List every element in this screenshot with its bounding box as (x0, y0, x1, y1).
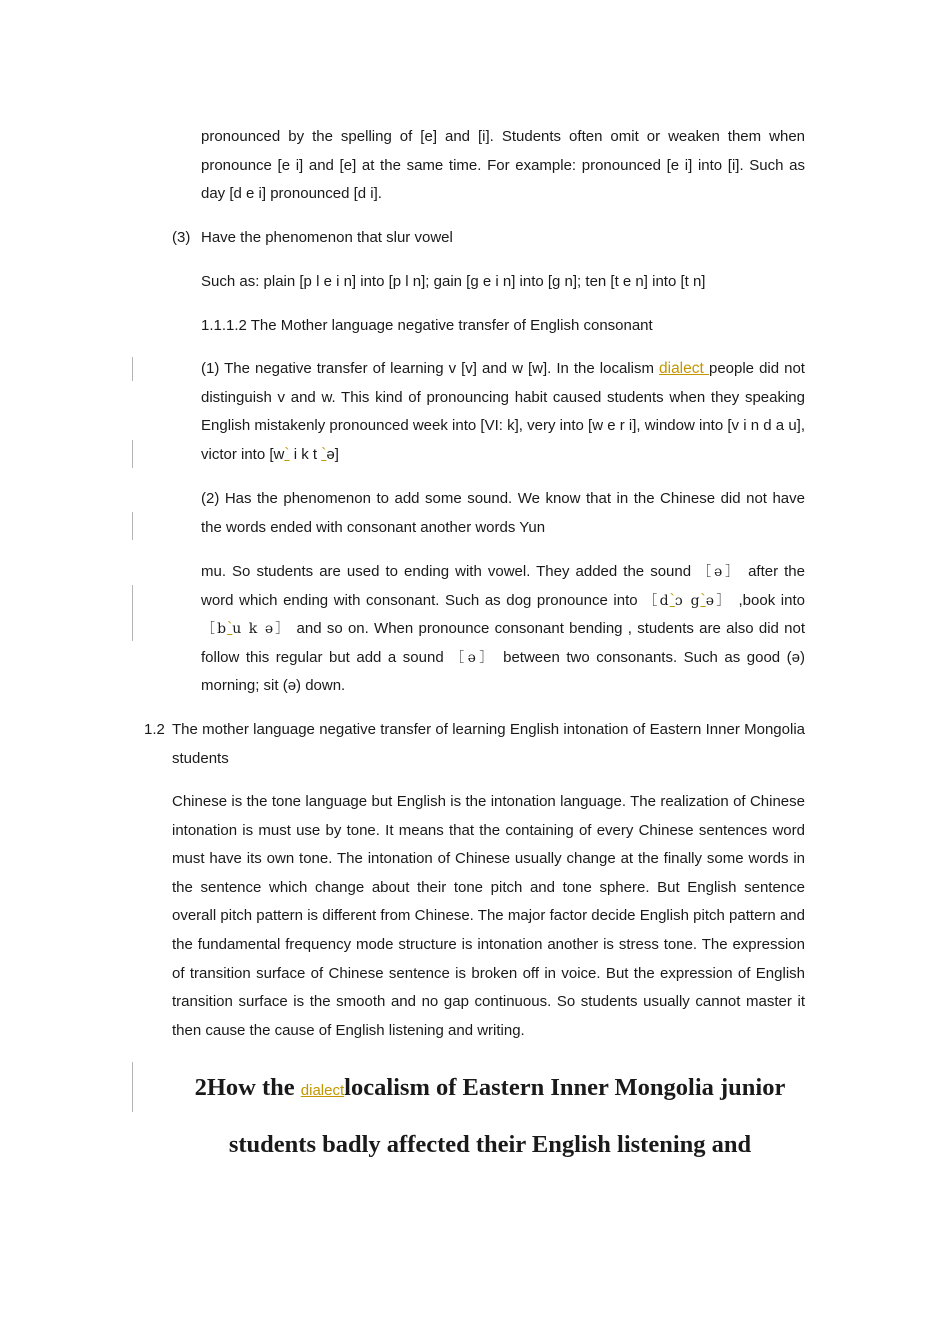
paragraph-vowel-omission: pronounced by the spelling of [e] and [i]. Students often omit or weaken them when pronounce [e i] and [e] at the same time. For example: pronounced [e i] into [i]. Such as day [d e i] pronounced [d i]. (201, 128, 805, 203)
subheading: 1.1.1.2 The Mother language negative transfer of English consonant (201, 317, 653, 334)
text-run: after the word which ending with consonant. Such as dog pronounce into (201, 563, 805, 609)
text-run: between two consonants. Such as good (ə) morning; sit (ə) down. (201, 648, 805, 695)
ipa-symbol: ［b (201, 621, 228, 638)
ipa-symbol: u k ə］ (232, 621, 292, 638)
ipa-symbol: ［ə］ (450, 649, 497, 666)
tracked-insertion: ` (700, 591, 706, 609)
text-run: mu. So students are used to ending with vowel. They added the sound (201, 563, 698, 580)
change-bar (132, 512, 133, 540)
tracked-insertion: ` (227, 620, 233, 638)
ipa-symbol: ɔ g (674, 592, 701, 609)
tracked-insertion: dialect (300, 1082, 345, 1099)
paragraph-add-sound (201, 485, 805, 542)
chapter-heading-line-1 (145, 1073, 835, 1106)
list-item-text: Have the phenomenon that slur vowel (201, 229, 453, 246)
paragraph-vowel-ending (201, 558, 805, 701)
change-bar (132, 357, 133, 381)
change-bar (132, 440, 133, 468)
tracked-insertion: ` (284, 445, 290, 463)
ipa-symbol: ［ə］ (697, 564, 743, 580)
ipa-symbol: ə］ (705, 592, 733, 609)
paragraph-intonation: Chinese is the tone language but English is the intonation language. The realization of Chinese intonation is must use by tone. It means that the containing of every Chinese sentences word must have its own tone. The intonation of Chinese usually change at the finally some words in the sentence which change about their tone pitch and tone sphere. But English sentence overall pitch pattern is different from Chinese. The major factor decide English pitch pattern and the fundamental frequency mode structure is intonation another is stress tone. The expression of transition surface of Chinese sentence is broken off in voice. But the expression of English transition surface is the smooth and no gap continuous. So students usually cannot master it then cause the cause of English listening and writing. (172, 793, 805, 1039)
tracked-insertion: ` (321, 445, 327, 463)
example-line: Such as: plain [p l e i n] into [p l n]; gain [g e i n] into [g n]; ten [t e n] into [t n] (201, 273, 706, 290)
change-bar (132, 1062, 133, 1112)
paragraph-v-w-transfer (201, 355, 805, 469)
heading-run: 2How the (194, 1074, 301, 1101)
chapter-heading-line-2: students badly affected their English listening and (228, 1131, 752, 1158)
ipa-symbol: ［d (643, 592, 670, 609)
text-run: and so on. When pronounce consonant bending , students are also did not follow this regular but add a sound (201, 620, 806, 666)
change-bar (132, 585, 133, 641)
tracked-insertion: ` (669, 591, 675, 609)
list-number: (3) (172, 229, 191, 246)
text-run: (1) The negative transfer of learning v [v] and w [w]. In the localism (201, 360, 659, 377)
tracked-insertion: dialect (659, 360, 709, 377)
text-run: (2) Has the phenomenon to add some sound. We know that in the Chinese did not have the words ended with consonant another words Yun (201, 490, 805, 536)
text-run: ,book into (732, 591, 805, 609)
text-run: i k t (289, 445, 322, 463)
section-number: 1.2 (144, 721, 165, 738)
heading-run: localism of Eastern Inner Mongolia junior (344, 1074, 786, 1101)
text-run: ə] (326, 445, 339, 463)
text-run: people did not distinguish v and w. This kind of pronouncing habit caused students when they speaking English mistakenly pronounced week into [VI: k], very into [w e r i], window into [v i n d a u], victor into [w (201, 360, 805, 463)
section-title: The mother language negative transfer of learning English intonation of Eastern Inner Mongolia students (172, 721, 805, 767)
